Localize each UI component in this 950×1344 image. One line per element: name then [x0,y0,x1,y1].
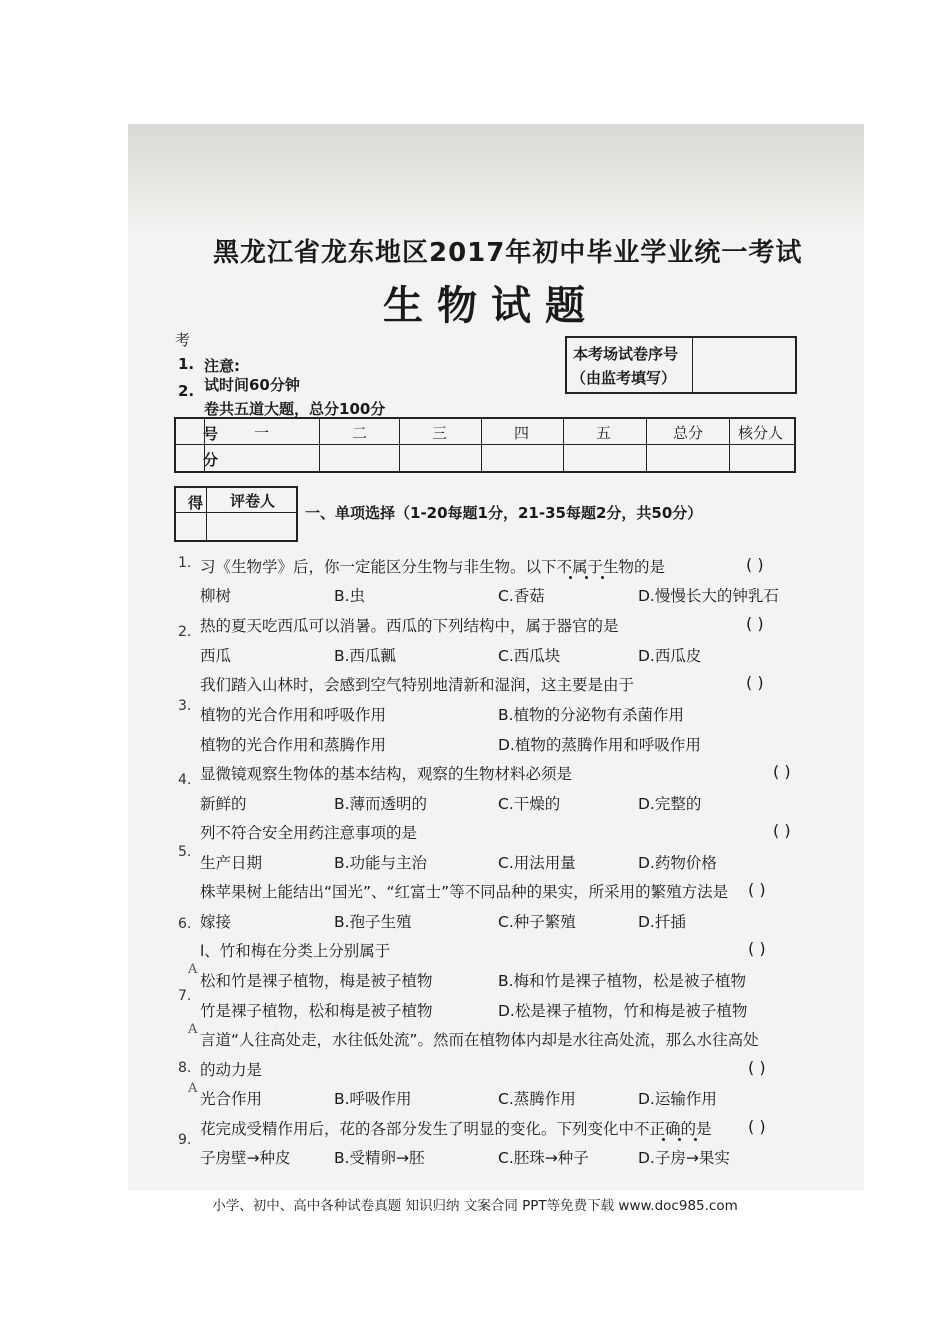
question-number: 5. [178,844,192,860]
option-b: B.梅和竹是裸子植物，松是被子植物 [498,972,747,990]
serial-number-box [565,336,797,394]
option-d: D.西瓜皮 [638,647,702,665]
grader-label: 评卷人 [230,492,276,510]
grader-score-label: 得 [188,494,204,512]
option-a: 子房壁→种皮 [200,1149,291,1167]
option-d: D.药物价格 [638,854,717,872]
score-row-label: 号 [203,425,219,443]
option-d: D.子房→果实 [638,1149,730,1167]
answer-bracket: ( ) [748,1058,766,1077]
answer-bracket: ( ) [746,555,764,574]
score-table-row-divider [176,444,794,445]
emphasis-dot [585,576,588,579]
question-number: 8. [178,1060,192,1076]
option-d: D.扦插 [638,913,686,931]
option-b: B.植物的分泌物有杀菌作用 [498,706,685,724]
score-row-label-2: 分 [203,451,219,469]
question-number: 1. [178,555,192,571]
score-header-total: 总分 [673,424,704,442]
option-c: C.蒸腾作用 [498,1090,576,1108]
question-number: 2. [178,624,192,640]
question-text: 花完成受精作用后，花的各部分发生了明显的变化。下列变化中不正确的是 [200,1120,712,1138]
option-b: B.孢子生殖 [334,913,412,931]
serial-sub-label: （由监考填写） [571,369,677,387]
question-number: 4. [178,772,192,788]
option-a: 新鲜的 [200,795,247,813]
option-a: 生产日期 [200,854,263,872]
margin-mark: A [188,1022,198,1037]
exam-title: 黑龙江省龙东地区2017年初中毕业学业统一考试 [213,238,803,268]
option-b: B.呼吸作用 [334,1090,412,1108]
question-text: 列不符合安全用药注意事项的是 [200,824,418,842]
emphasis-dot [569,576,572,579]
answer-bracket: ( ) [748,1117,766,1136]
section-heading: 一、单项选择（1-20每题1分，21-35每题2分，共50分） [305,504,703,522]
serial-divider [692,338,693,392]
option-c: C.种子繁殖 [498,913,576,931]
option-a: 光合作用 [200,1090,263,1108]
score-header-checker: 核分人 [738,424,784,442]
note-n1: 1. [178,355,195,373]
question-text: 热的夏天吃西瓜可以消暑。西瓜的下列结构中，属于器官的是 [200,617,619,635]
question-text: l、竹和梅在分类上分别属于 [200,942,391,960]
emphasis-dot [694,1138,697,1141]
option-a: 柳树 [200,587,232,605]
score-table [174,417,796,473]
score-header-2: 二 [352,424,368,442]
grader-box [174,486,298,542]
question-text: 显微镜观察生物体的基本结构，观察的生物材料必须是 [200,765,573,783]
option-b: B.西瓜瓤 [334,647,397,665]
option-a: 嫁接 [200,913,232,931]
score-header-1: 一 [254,424,270,442]
option-b: B.受精卵→胚 [334,1149,425,1167]
option-c: C.香菇 [498,587,545,605]
exam-subtitle: 生物试题 [383,283,599,329]
note-kao: 考 [175,331,191,349]
answer-bracket: ( ) [773,821,791,840]
note-line2: 卷共五道大题，总分100分 [204,400,386,418]
option-a: 西瓜 [200,647,232,665]
footer-ad: 小学、初中、高中各种试卷真题 知识归纳 文案合同 PPT等免费下载 www.doc985.com [212,1198,738,1214]
option-d: D.慢慢长大的钟乳石 [638,587,779,605]
margin-mark: A [188,1081,198,1096]
emphasis-dot [678,1138,681,1141]
serial-label: 本考场试卷序号 [573,345,679,363]
question-text: 习《生物学》后，你一定能区分生物与非生物。以下不属于生物的是 [200,558,666,576]
option-a: 植物的光合作用和呼吸作用 [200,706,387,724]
option-c: 竹是裸子植物，松和梅是被子植物 [200,1002,433,1020]
question-text-continued: 的动力是 [200,1061,263,1079]
note-label: 注意: [204,357,240,375]
margin-mark: A [188,962,198,977]
question-number: 9. [178,1132,192,1148]
note-n2: 2. [178,382,195,400]
option-d: D.运输作用 [638,1090,717,1108]
option-b: B.虫 [334,587,366,605]
answer-bracket: ( ) [746,614,764,633]
option-c: C.用法用量 [498,854,576,872]
answer-bracket: ( ) [748,939,766,958]
option-c: C.胚珠→种子 [498,1149,589,1167]
option-c: 植物的光合作用和蒸腾作用 [200,736,387,754]
question-number: 3. [178,698,192,714]
question-text: 株苹果树上能结出“国光”、“红富士”等不同品种的果实，所采用的繁殖方法是 [200,883,729,901]
option-c: C.西瓜块 [498,647,561,665]
note-line1: 试时间60分钟 [204,376,300,394]
emphasis-dot [662,1138,665,1141]
answer-bracket: ( ) [746,673,764,692]
option-d: D.植物的蒸腾作用和呼吸作用 [498,736,701,754]
score-header-4: 四 [514,424,530,442]
question-text: 言道“人往高处走，水往低处流”。然而在植物体内却是水往高处流，那么水往高处 [200,1031,759,1049]
scanned-exam-page [128,124,864,1190]
option-c: C.干燥的 [498,795,561,813]
option-b: B.功能与主治 [334,854,428,872]
question-number: 6. [178,916,192,932]
option-b: B.薄而透明的 [334,795,428,813]
option-d: D.松是裸子植物，竹和梅是被子植物 [498,1002,748,1020]
emphasis-dot [601,576,604,579]
score-header-3: 三 [432,424,448,442]
question-number: 7. [178,988,192,1004]
answer-bracket: ( ) [773,762,791,781]
option-d: D.完整的 [638,795,702,813]
scan-shadow [128,124,864,234]
option-a: 松和竹是裸子植物，梅是被子植物 [200,972,433,990]
answer-bracket: ( ) [748,880,766,899]
score-header-5: 五 [596,424,612,442]
question-text: 我们踏入山林时，会感到空气特别地清新和湿润，这主要是由于 [200,676,635,694]
